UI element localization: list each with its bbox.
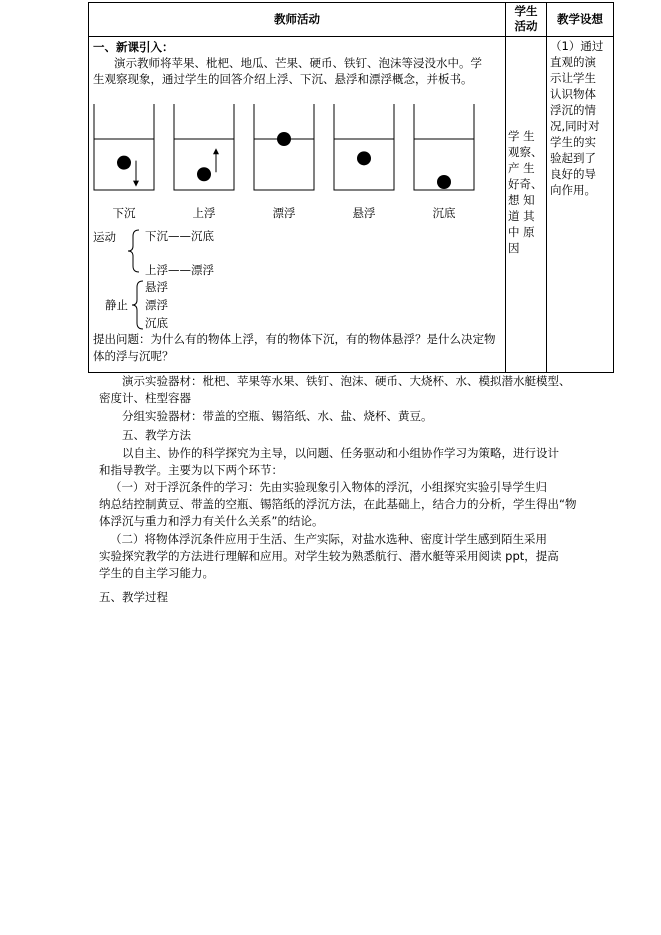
student-line: 学 生 <box>508 129 535 143</box>
table-border-top <box>88 2 614 3</box>
rest-item-bottom: 沉底 <box>145 316 168 330</box>
question-line-2: 体的浮与沉呢？ <box>93 349 174 363</box>
beaker-label: 沉底 <box>432 206 456 220</box>
student-activity-text <box>508 128 546 256</box>
design-line: 况,同时对 <box>550 119 600 133</box>
student-line: 道 其 <box>508 209 535 223</box>
rest-brace-icon <box>131 279 145 331</box>
part1-line-1: （一）对于浮沉条件的学习：先由实验现象引入物体的浮沉，小组探究实验引导学生归 <box>110 480 547 494</box>
rest-item-suspend: 悬浮 <box>145 280 168 294</box>
table-divider-1 <box>505 2 506 373</box>
beaker-5 <box>414 104 474 220</box>
design-line: 直观的演 <box>550 55 596 69</box>
object-ball <box>357 151 371 165</box>
beaker-outline <box>254 104 314 190</box>
beaker-diagram <box>89 100 505 230</box>
methods-line-1: 以自主、协作的科学探究为主导，以问题、任务驱动和小组协作学习为策略，进行设计 <box>122 446 559 460</box>
beaker-outline <box>334 104 394 190</box>
demo-equipment-line-2: 密度计、柱型容器 <box>99 391 191 405</box>
arrow-down-icon <box>133 181 139 187</box>
student-line: 因 <box>508 241 520 255</box>
motion-label: 运动 <box>93 230 116 244</box>
methods-line-2: 和指导教学。主要为以下两个环节： <box>99 463 283 477</box>
beaker-label: 悬浮 <box>352 206 376 220</box>
section-title: 一、新课引入： <box>93 40 174 54</box>
design-line: 浮沉的情 <box>550 103 596 117</box>
header-teaching-design: 教学设想 <box>557 12 603 26</box>
header-student-activity-line1: 学生 <box>514 4 538 18</box>
beaker-label: 上浮 <box>192 206 216 220</box>
demo-equipment-line-1: 演示实验器材：枇杷、苹果等水果、铁钉、泡沫、硬币、大烧杯、水、模拟潜水艇模型、 <box>122 374 571 388</box>
beaker-outline <box>94 104 154 190</box>
intro-line-1: 演示教师将苹果、枇杷、地瓜、芒果、硬币、铁钉、泡沫等浸没水中。学 <box>114 56 482 70</box>
design-line: 认识物体 <box>550 87 596 101</box>
student-line: 想 知 <box>508 193 535 207</box>
motion-brace-icon <box>126 228 142 274</box>
section-teaching-methods: 五、教学方法 <box>122 428 191 442</box>
student-line: 观察、 <box>508 145 543 159</box>
beaker-3 <box>254 104 314 220</box>
motion-item-sink: 下沉——沉底 <box>145 229 214 243</box>
section-teaching-process: 五、教学过程 <box>99 590 168 604</box>
object-ball <box>117 156 131 170</box>
student-line: 产 生 <box>508 161 535 175</box>
beaker-1 <box>94 104 154 220</box>
rest-label: 静止 <box>105 298 128 312</box>
beaker-label: 漂浮 <box>272 206 296 220</box>
design-line: 良好的导 <box>550 167 596 181</box>
object-ball <box>277 132 291 146</box>
beaker-2 <box>174 104 234 220</box>
design-line: 示让学生 <box>550 71 596 85</box>
motion-item-rise: 上浮——漂浮 <box>145 263 214 277</box>
rest-item-float: 漂浮 <box>145 298 168 312</box>
object-ball <box>197 167 211 181</box>
design-line: （1）通过 <box>550 39 604 53</box>
design-line: 验起到了 <box>550 151 596 165</box>
question-line-1: 提出问题：为什么有的物体上浮，有的物体下沉，有的物体悬浮？是什么决定物 <box>93 332 496 346</box>
header-teacher-activity: 教师活动 <box>274 12 320 26</box>
design-line: 向作用。 <box>550 183 596 197</box>
part2-line-2: 实验探究教学的方法进行理解和应用。对学生较为熟悉航行、潜水艇等采用阅读 ppt，提高 <box>99 549 559 563</box>
part2-line-3: 学生的自主学习能力。 <box>99 566 214 580</box>
table-border-header-bottom <box>88 36 614 37</box>
object-ball <box>437 175 451 189</box>
part1-line-2: 纳总结控制黄豆、带盖的空瓶、锡箔纸的浮沉方法，在此基础上，结合力的分析，学生得出“物 <box>99 497 577 511</box>
group-equipment: 分组实验器材：带盖的空瓶、锡箔纸、水、盐、烧杯、黄豆。 <box>122 409 433 423</box>
design-line: 学生的实 <box>550 135 596 149</box>
student-line: 中 原 <box>508 225 535 239</box>
teaching-design-text <box>550 38 613 198</box>
beaker-label: 下沉 <box>112 206 136 220</box>
student-line: 好奇、 <box>508 177 543 191</box>
arrow-up-icon <box>213 148 219 154</box>
part2-line-1: （二）将物体浮沉条件应用于生活、生产实际，对盐水选种、密度计学生感到陌生采用 <box>110 532 547 546</box>
beaker-4 <box>334 104 394 220</box>
part1-line-3: 体浮沉与重力和浮力有关什么关系”的结论。 <box>99 514 324 528</box>
header-student-activity-line2: 活动 <box>514 19 538 33</box>
table-border-right <box>613 2 614 373</box>
intro-line-2: 生观察现象，通过学生的回答介绍上浮、下沉、悬浮和漂浮概念，并板书。 <box>93 72 473 86</box>
table-divider-2 <box>546 2 547 373</box>
